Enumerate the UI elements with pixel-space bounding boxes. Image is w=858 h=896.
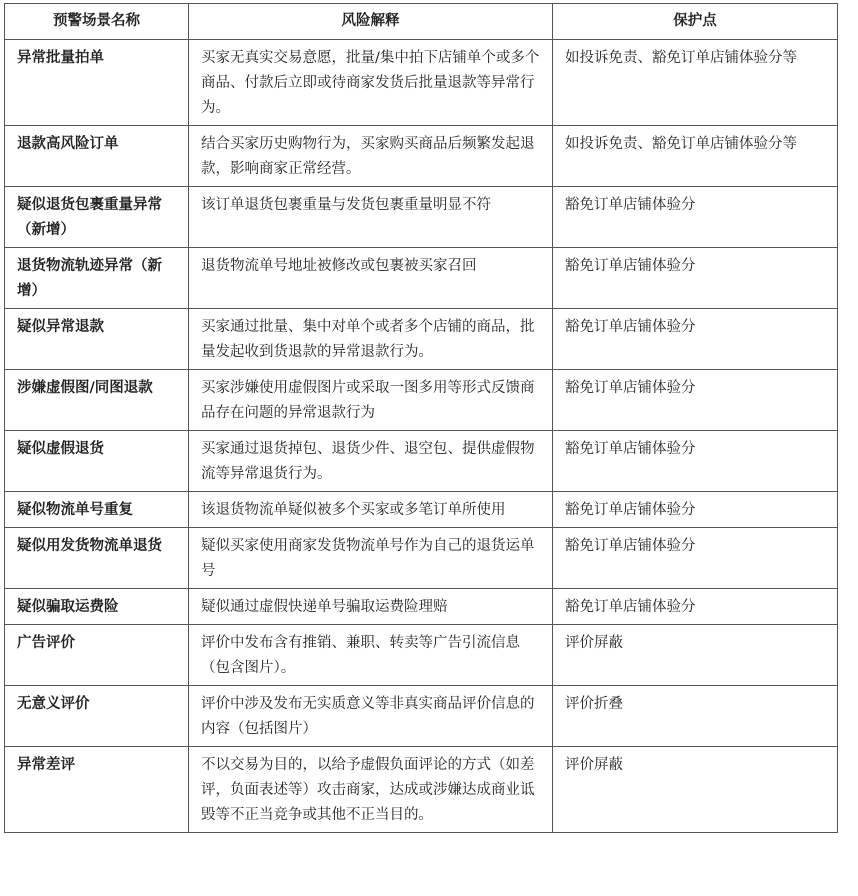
- risk-explanation-cell: 该订单退货包裹重量与发货包裹重量明显不符: [189, 187, 553, 248]
- table-row: [5, 248, 838, 309]
- risk-explanation-cell: 疑似通过虚假快递单号骗取运费险理赔: [189, 589, 553, 625]
- table-header-row: [5, 4, 838, 40]
- scene-name-cell: 异常批量拍单: [5, 40, 189, 126]
- scene-name-cell: 疑似异常退款: [5, 309, 189, 370]
- risk-explanation-cell: 退货物流单号地址被修改或包裹被买家召回: [189, 248, 553, 309]
- protection-cell: 豁免订单店铺体验分: [553, 589, 838, 625]
- header-risk-explanation: 风险解释: [189, 4, 553, 40]
- protection-cell: 豁免订单店铺体验分: [553, 492, 838, 528]
- scene-name-cell: 无意义评价: [5, 686, 189, 747]
- header-scene-name: 预警场景名称: [5, 4, 189, 40]
- risk-explanation-cell: 该退货物流单疑似被多个买家或多笔订单所使用: [189, 492, 553, 528]
- risk-explanation-cell: 评价中发布含有推销、兼职、转卖等广告引流信息（包含图片）。: [189, 625, 553, 686]
- header-protection-point: 保护点: [553, 4, 838, 40]
- risk-explanation-cell: 买家通过批量、集中对单个或者多个店铺的商品，批量发起收到货退款的异常退款行为。: [189, 309, 553, 370]
- protection-cell: 评价折叠: [553, 686, 838, 747]
- protection-cell: 评价屏蔽: [553, 625, 838, 686]
- protection-cell: 豁免订单店铺体验分: [553, 528, 838, 589]
- scene-name-cell: 疑似物流单号重复: [5, 492, 189, 528]
- table-row: [5, 589, 838, 625]
- protection-cell: 豁免订单店铺体验分: [553, 370, 838, 431]
- risk-explanation-cell: 疑似买家使用商家发货物流单号作为自己的退货运单号: [189, 528, 553, 589]
- protection-cell: 豁免订单店铺体验分: [553, 187, 838, 248]
- scene-name-cell: 退款高风险订单: [5, 126, 189, 187]
- risk-explanation-cell: 买家涉嫌使用虚假图片或采取一图多用等形式反馈商品存在问题的异常退款行为: [189, 370, 553, 431]
- table-row: [5, 187, 838, 248]
- table-row: [5, 309, 838, 370]
- scene-name-cell: 疑似退货包裹重量异常（新增）: [5, 187, 189, 248]
- protection-cell: 评价屏蔽: [553, 747, 838, 833]
- risk-explanation-cell: 结合买家历史购物行为，买家购买商品后频繁发起退款，影响商家正常经营。: [189, 126, 553, 187]
- scene-name-cell: 涉嫌虚假图/同图退款: [5, 370, 189, 431]
- table-row: [5, 370, 838, 431]
- scene-name-cell: 疑似用发货物流单退货: [5, 528, 189, 589]
- risk-explanation-cell: 不以交易为目的，以给予虚假负面评论的方式（如差评，负面表述等）攻击商家，达成或涉嫌达成商业诋毁等不正当竞争或其他不正当目的。: [189, 747, 553, 833]
- protection-cell: 豁免订单店铺体验分: [553, 309, 838, 370]
- protection-cell: 如投诉免责、豁免订单店铺体验分等: [553, 40, 838, 126]
- risk-explanation-cell: 评价中涉及发布无实质意义等非真实商品评价信息的内容（包括图片）: [189, 686, 553, 747]
- table-row: [5, 40, 838, 126]
- scene-name-cell: 异常差评: [5, 747, 189, 833]
- protection-cell: 豁免订单店铺体验分: [553, 248, 838, 309]
- protection-cell: 豁免订单店铺体验分: [553, 431, 838, 492]
- table-row: [5, 431, 838, 492]
- table-row: [5, 492, 838, 528]
- risk-explanation-cell: 买家通过退货掉包、退货少件、退空包、提供虚假物流等异常退货行为。: [189, 431, 553, 492]
- table-row: [5, 747, 838, 833]
- risk-warning-table: [4, 3, 838, 833]
- table-row: [5, 625, 838, 686]
- table-row: [5, 126, 838, 187]
- table-row: [5, 686, 838, 747]
- risk-explanation-cell: 买家无真实交易意愿，批量/集中拍下店铺单个或多个商品、付款后立即或待商家发货后批量退款等异常行为。: [189, 40, 553, 126]
- scene-name-cell: 疑似虚假退货: [5, 431, 189, 492]
- scene-name-cell: 疑似骗取运费险: [5, 589, 189, 625]
- protection-cell: 如投诉免责、豁免订单店铺体验分等: [553, 126, 838, 187]
- table-row: [5, 528, 838, 589]
- scene-name-cell: 退货物流轨迹异常（新增）: [5, 248, 189, 309]
- scene-name-cell: 广告评价: [5, 625, 189, 686]
